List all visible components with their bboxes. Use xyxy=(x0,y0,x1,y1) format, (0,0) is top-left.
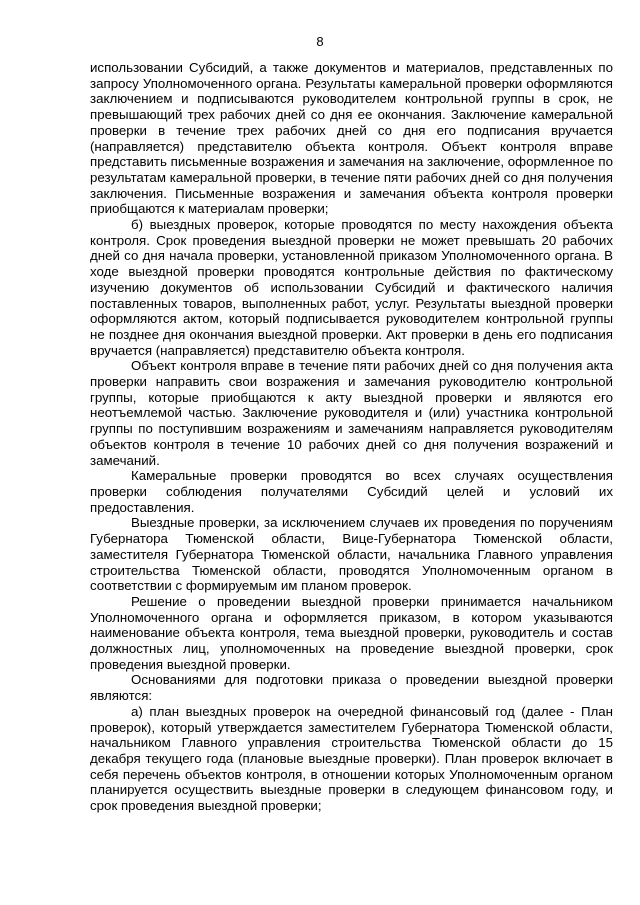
page-number: 8 xyxy=(316,34,324,49)
paragraph-order-grounds: Основаниями для подготовки приказа о проведении выездной проверки являются: xyxy=(90,672,613,704)
paragraph-desk-audits-scope: Камеральные проверки проводятся во всех случаях осуществления проверки соблюдения получателями Субсидий целей и условий их предоставления. xyxy=(90,468,613,515)
paragraph-desk-audit-results: использовании Субсидий, а также документов и материалов, представленных по запросу Уполномоченного органа. Результаты камеральной проверки оформляются заключением и подписываются руководителем контрольной группы в срок, не превышающий трех рабочих дней со дня ее окончания. Заключение камеральной проверки в течение трех рабочих дней со дня его подписания вручается (направляется) представителю объекта контроля. Объект контроля вправе представить письменные возражения и замечания на заключение, оформленное по результатам камеральной проверки, в течение пяти рабочих дней со дня получения заключения. Письменные возражения и замечания объекта контроля проверки приобщаются к материалам проверки; xyxy=(90,60,613,217)
document-body xyxy=(90,60,613,814)
paragraph-audit-decision: Решение о проведении выездной проверки принимается начальником Уполномоченного органа и оформляется приказом, в котором указываются наименование объекта контроля, тема выездной проверки, руководитель и состав должностных лиц, уполномоченных на проведение выездной проверки, срок проведения выездной проверки. xyxy=(90,593,613,672)
paragraph-field-audits: б) выездных проверок, которые проводятся по месту нахождения объекта контроля. Срок проведения выездной проверки не может превышать 20 рабочих дней со дня начала проверки, установленной приказом Уполномоченного органа. В ходе выездной проверки проводятся контрольные действия по фактическому изучению документов об использовании Субсидий и фактического наличия поставленных товаров, выполненных работ, услуг. Результаты выездной проверки оформляются актом, который подписывается руководителем контрольной группы не позднее дня окончания выездной проверки. Акт проверки в день его подписания вручается (направляется) представителю объекта контроля. xyxy=(90,217,613,358)
paragraph-audit-plan: а) план выездных проверок на очередной финансовый год (далее - План проверок), который утверждается заместителем Губернатора Тюменской области, начальником Главного управления строительства Тюменской области до 15 декабря текущего года (плановые выездные проверки). План проверок включает в себя перечень объектов контроля, в отношении которых Уполномоченным органом планируется осуществить выездные проверки в следующем финансовом году, и срок проведения выездной проверки; xyxy=(90,703,613,814)
paragraph-objections: Объект контроля вправе в течение пяти рабочих дней со дня получения акта проверки направить свои возражения и замечания руководителю контрольной группы, которые приобщаются к акту выездной проверки и являются его неотъемлемой частью. Заключение руководителя и (или) участника контрольной группы по поступившим возражениям и замечаниям направляется руководителям объектов контроля в течение 10 рабочих дней со дня получения возражений и замечаний. xyxy=(90,358,613,468)
paragraph-field-audits-plan: Выездные проверки, за исключением случаев их проведения по поручениям Губернатора Тюменской области, Вице-Губернатора Тюменской области, заместителя Губернатора Тюменской области, начальника Главного управления строительства Тюменской области, проводятся Уполномоченным органом в соответствии с формируемым им планом проверок. xyxy=(90,515,613,594)
